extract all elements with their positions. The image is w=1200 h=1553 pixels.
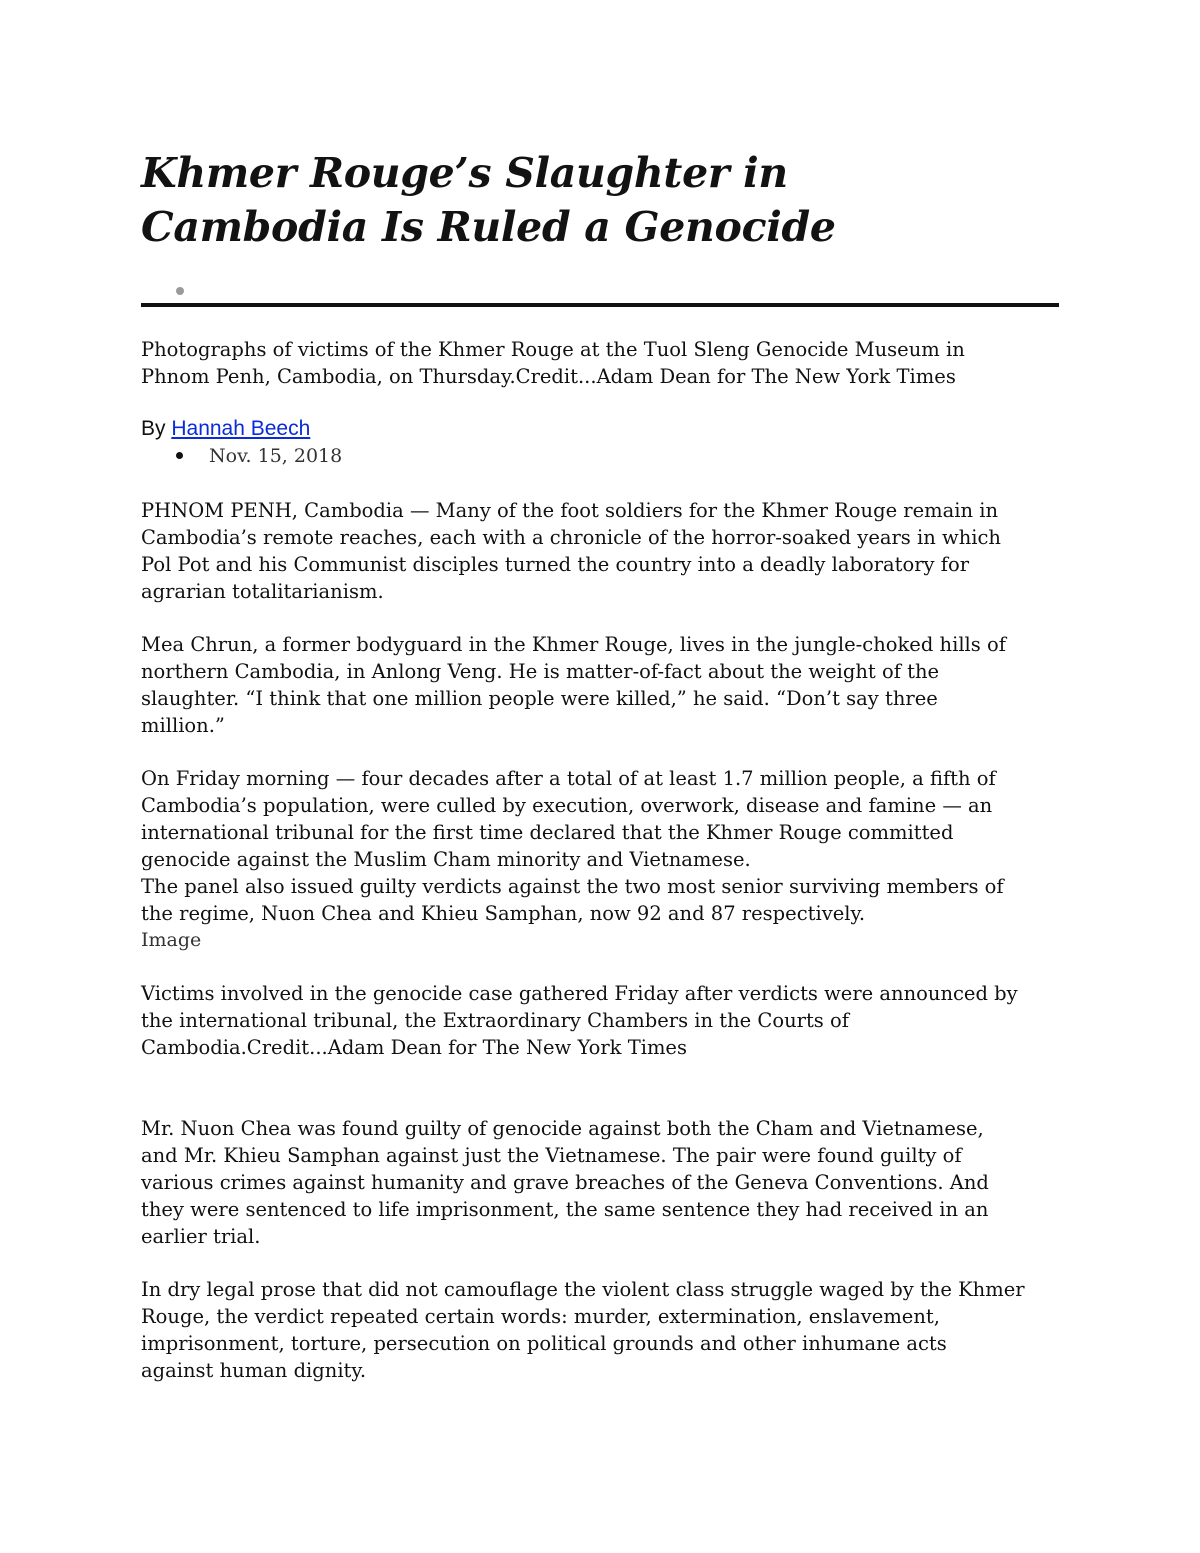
image-label: Image [141, 929, 202, 951]
paragraph-5: In dry legal prose that did not camouflage the violent class struggle waged by the Khmer Rouge, the verdict repeated certain words: murder, extermination, enslavement, imprisonment, torture, persecution on political grounds and other inhumane acts against human dignity. [141, 1278, 1025, 1382]
photo-caption: Photographs of victims of the Khmer Rouge at the Tuol Sleng Genocide Museum in Phnom Penh, Cambodia, on Thursday.Credit...Adam Dean for The New York Times [141, 338, 965, 388]
paragraph-3: On Friday morning — four decades after a total of at least 1.7 million people, a fifth of Cambodia’s population, were culled by execution, overwork, disease and famine — an international tribunal for the first time declared that the Khmer Rouge committed genocide against the Muslim Cham minority and Vietnamese. The panel also issued guilty verdicts against the two most senior surviving members of the regime, Nuon Chea and Khieu Samphan, now 92 and 87 respectively. [141, 767, 1004, 925]
paragraph-4: Mr. Nuon Chea was found guilty of genocide against both the Cham and Vietnamese, and Mr. Khieu Samphan against just the Vietnamese. The pair were found guilty of various crimes against humanity and grave breaches of the Geneva Conventions. And they were sentenced to life imprisonment, the same sentence they had received in an earlier trial. [141, 1117, 989, 1248]
headline-line-2: Cambodia Is Ruled a Genocide [141, 203, 836, 251]
paragraph-2: Mea Chrun, a former bodyguard in the Khmer Rouge, lives in the jungle-choked hills of northern Cambodia, in Anlong Veng. He is matter-of-fact about the weight of the slaughter. “I think that one million people were killed,” he said. “Don’t say three million.” [141, 633, 1006, 737]
byline [141, 415, 310, 443]
header-divider [141, 303, 1059, 307]
byline-prefix: By [141, 417, 172, 440]
bullet-icon [176, 452, 183, 459]
publish-date: Nov. 15, 2018 [209, 445, 343, 467]
author-link[interactable]: Hannah Beech [171, 417, 311, 440]
photo-caption-2: Victims involved in the genocide case gathered Friday after verdicts were announced by the international tribunal, the Extraordinary Chambers in the Courts of Cambodia.Credit...Adam Dean for The New York Times [141, 982, 1018, 1059]
dateline [176, 443, 342, 470]
share-dot-icon[interactable] [176, 287, 184, 295]
headline [141, 146, 1061, 254]
paragraph-1: PHNOM PENH, Cambodia — Many of the foot soldiers for the Khmer Rouge remain in Cambodia’s remote reaches, each with a chronicle of the horror-soaked years in which Pol Pot and his Communist disciples turned the country into a deadly laboratory for agrarian totalitarianism. [141, 499, 1001, 603]
headline-line-1: Khmer Rouge’s Slaughter in [141, 149, 788, 197]
